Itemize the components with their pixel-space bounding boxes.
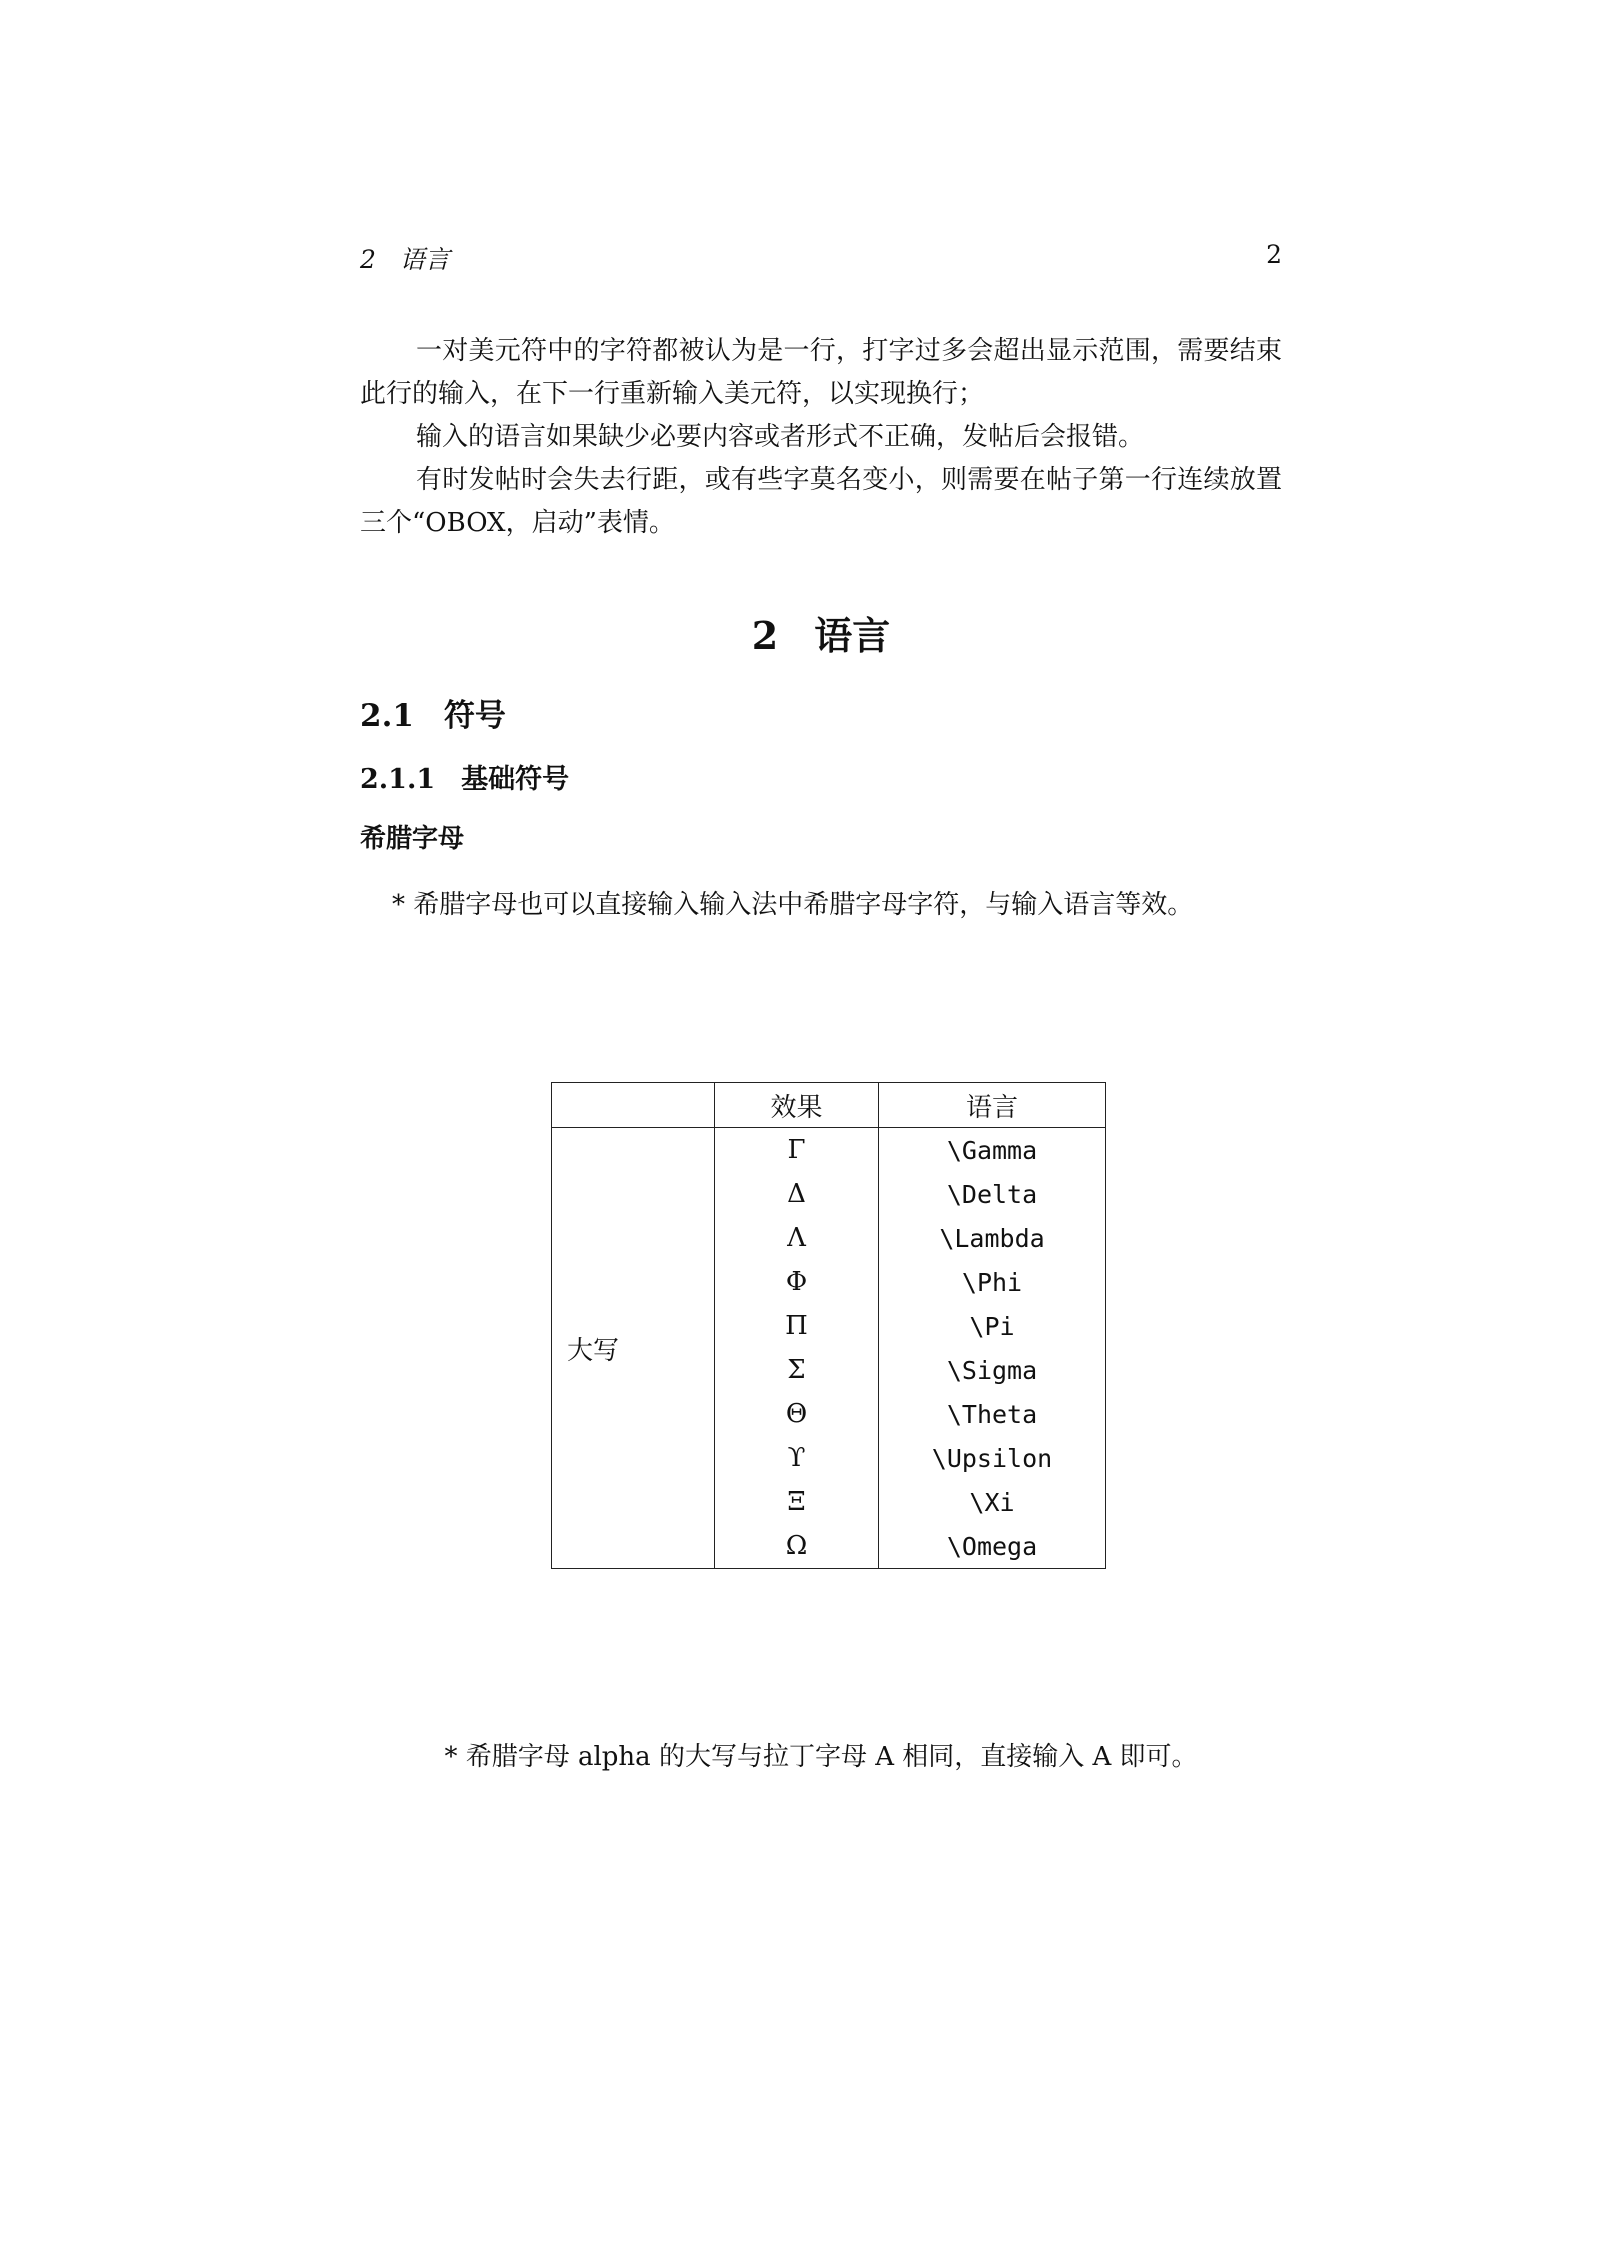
code-cell: \Theta	[879, 1392, 1106, 1436]
code-cell: \Gamma	[879, 1128, 1106, 1173]
effect-cell: Ξ	[715, 1480, 879, 1524]
effect-cell: Δ	[715, 1172, 879, 1216]
subsection-title: 符号	[443, 698, 506, 734]
paragraph-heading: 希腊字母	[360, 824, 465, 854]
code-cell: \Xi	[879, 1480, 1106, 1524]
note-top: * 希腊字母也可以直接输入输入法中希腊字母字符，与输入语言等效。	[392, 890, 1194, 920]
section-heading	[360, 605, 1282, 660]
subsubsection-title: 基础符号	[461, 764, 570, 795]
subsubsection-number: 2.1.1	[360, 764, 436, 795]
section-title: 语言	[814, 613, 891, 658]
effect-cell: Ω	[715, 1524, 879, 1569]
subsection-number: 2.1	[360, 698, 414, 734]
effect-cell: Θ	[715, 1392, 879, 1436]
intro-text	[360, 330, 1282, 545]
effect-cell: Λ	[715, 1216, 879, 1260]
table-header-effect: 效果	[715, 1083, 879, 1128]
code-cell: \Phi	[879, 1260, 1106, 1304]
code-cell: \Lambda	[879, 1216, 1106, 1260]
subsubsection-heading	[360, 757, 569, 796]
effect-cell: ϒ	[715, 1436, 879, 1480]
running-head-section: 2 语言	[360, 245, 450, 274]
paragraph: 有时发帖时会失去行距，或有些字莫名变小，则需要在帖子第一行连续放置三个“OBOX，启动”表情。	[360, 465, 1282, 538]
greek-letters-table	[551, 1082, 1106, 1569]
code-cell: \Pi	[879, 1304, 1106, 1348]
subsection-heading	[360, 690, 506, 735]
effect-cell: Π	[715, 1304, 879, 1348]
effect-cell: Γ	[715, 1128, 879, 1173]
paragraph: 输入的语言如果缺少必要内容或者形式不正确，发帖后会报错。	[416, 422, 1145, 452]
page-number: 2	[1266, 240, 1282, 269]
group-label: 大写	[552, 1128, 715, 1569]
code-cell: \Delta	[879, 1172, 1106, 1216]
running-head	[360, 240, 1282, 276]
table-header-code: 语言	[879, 1083, 1106, 1128]
effect-cell: Σ	[715, 1348, 879, 1392]
note-bottom: * 希腊字母 alpha 的大写与拉丁字母 A 相同，直接输入 A 即可。	[444, 1742, 1198, 1772]
effect-cell: Φ	[715, 1260, 879, 1304]
paragraph: 一对美元符中的字符都被认为是一行，打字过多会超出显示范围，需要结束此行的输入，在下一行重新输入美元符，以实现换行；	[360, 336, 1282, 409]
code-cell: \Omega	[879, 1524, 1106, 1569]
section-number: 2	[751, 613, 779, 658]
table-header-row	[552, 1083, 1106, 1128]
table-row	[552, 1128, 1106, 1173]
code-cell: \Sigma	[879, 1348, 1106, 1392]
table-header-cell	[552, 1083, 715, 1128]
code-cell: \Upsilon	[879, 1436, 1106, 1480]
